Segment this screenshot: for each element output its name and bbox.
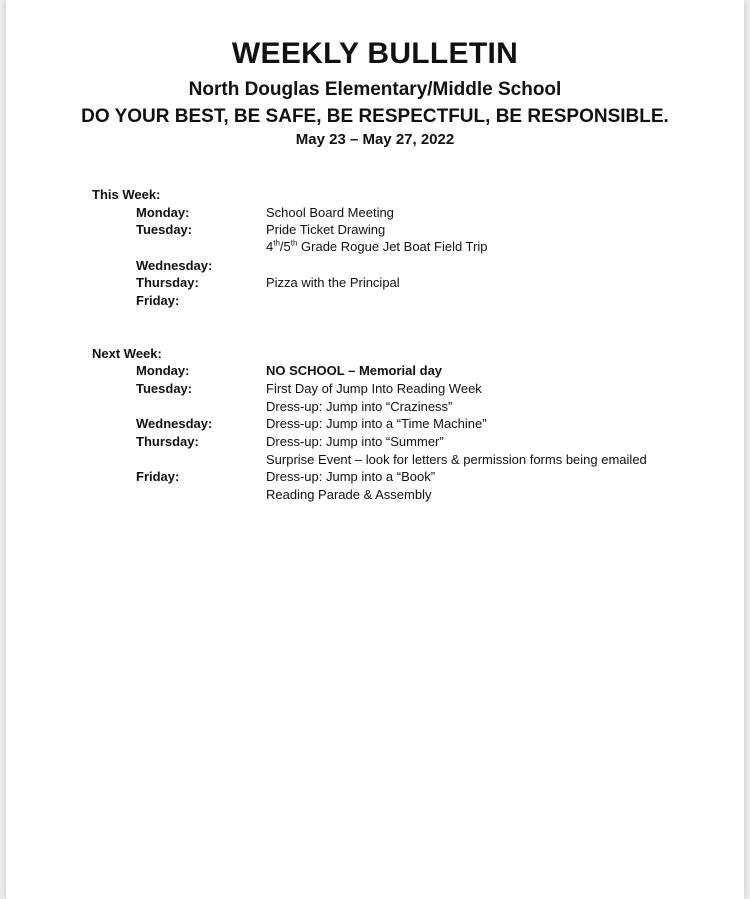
this-week-tuesday: Tuesday: bbox=[136, 222, 193, 237]
this-week-monday-event: School Board Meeting bbox=[266, 205, 394, 220]
next-week-tuesday-event-2: Dress-up: Jump into “Craziness” bbox=[266, 399, 453, 414]
next-week-friday-event-1: Dress-up: Jump into a “Book” bbox=[266, 469, 436, 484]
next-week-tuesday: Tuesday: bbox=[136, 381, 193, 396]
this-week-tuesday-event-1: Pride Ticket Drawing bbox=[266, 222, 386, 237]
next-week-wednesday-event: Dress-up: Jump into a “Time Machine” bbox=[266, 416, 487, 431]
next-week-wednesday: Wednesday: bbox=[136, 416, 213, 431]
next-week-thursday: Thursday: bbox=[136, 434, 199, 449]
next-week-tuesday-event-1: First Day of Jump Into Reading Week bbox=[266, 381, 482, 396]
this-week-monday: Monday: bbox=[136, 205, 190, 220]
school-name: North Douglas Elementary/Middle School bbox=[188, 79, 562, 100]
this-week-label: This Week: bbox=[92, 187, 161, 202]
school-motto: DO YOUR BEST, BE SAFE, BE RESPECTFUL, BE RESPONSIBLE. bbox=[81, 106, 669, 127]
bulletin-dates: May 23 – May 27, 2022 bbox=[295, 131, 455, 148]
grade-number-5: /5 bbox=[279, 239, 291, 254]
field-trip-text: Grade Rogue Jet Boat Field Trip bbox=[297, 239, 488, 254]
next-week-thursday-event-1: Dress-up: Jump into “Summer” bbox=[266, 434, 444, 449]
next-week-label: Next Week: bbox=[92, 346, 162, 361]
next-week-monday-event: NO SCHOOL – Memorial day bbox=[266, 363, 443, 378]
next-week-friday: Friday: bbox=[136, 469, 180, 484]
this-week-friday: Friday: bbox=[136, 293, 180, 308]
this-week-wednesday: Wednesday: bbox=[136, 258, 213, 273]
bulletin-title: WEEKLY BULLETIN bbox=[231, 37, 519, 70]
this-week-tuesday-event-2 bbox=[266, 239, 487, 254]
ordinal-suffix: th bbox=[290, 238, 298, 248]
ordinal-suffix: th bbox=[273, 238, 280, 248]
grade-number-4: 4 bbox=[266, 239, 274, 254]
next-week-monday: Monday: bbox=[136, 363, 190, 378]
next-week-thursday-event-2: Surprise Event – look for letters & permission forms being emailed bbox=[266, 452, 647, 467]
next-week-friday-event-2: Reading Parade & Assembly bbox=[266, 487, 432, 502]
this-week-thursday-event: Pizza with the Principal bbox=[266, 275, 400, 290]
this-week-thursday: Thursday: bbox=[136, 275, 199, 290]
